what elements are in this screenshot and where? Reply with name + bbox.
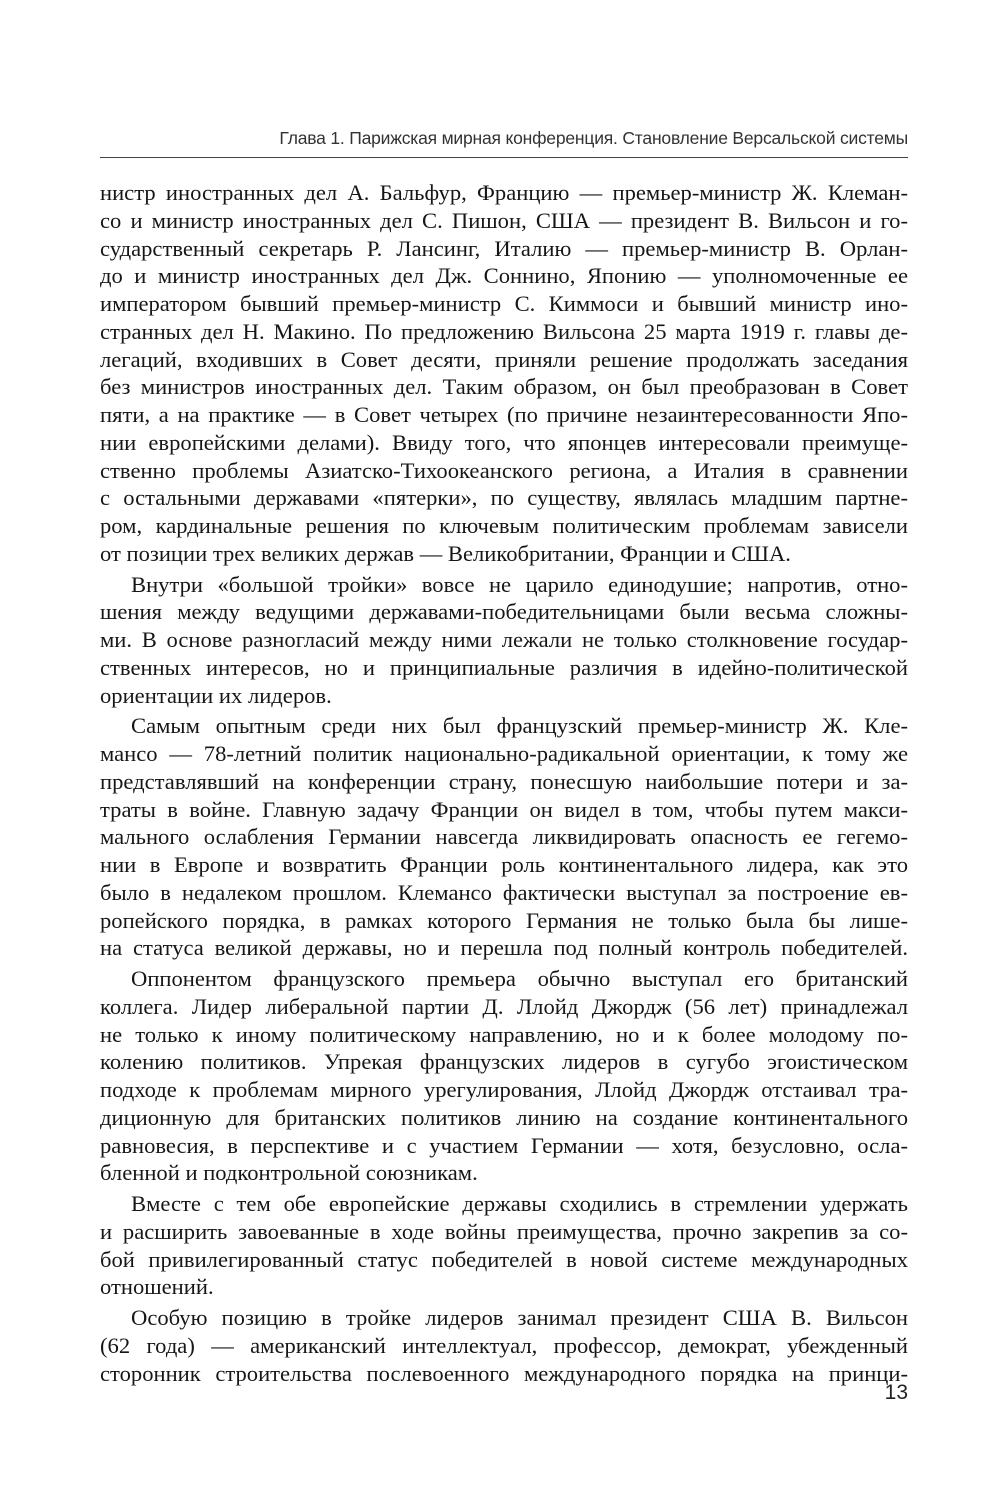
text-line: мансо — 78-летний политик национально-радикальной ориентации, к тому же [100,741,908,766]
text-line: сударственный секретарь Р. Лансинг, Италию — премьер-министр В. Орлан- [100,235,908,261]
text-line: бленной и подконтрольной союзникам. [100,1160,478,1186]
text-line: до и министр иностранных дел Дж. Соннино, Японию — уполномоченные ее [100,263,908,289]
text-line: без министров иностранных дел. Таким образом, он был преобразован в Совет [100,374,908,400]
text-line: легаций, входивших в Совет десяти, приняли решение продолжать заседания [100,346,908,372]
paragraph-3-body [100,740,908,934]
text-line: нии европейскими делами). Ввиду того, что японцев интересовали преимуще- [100,429,908,455]
paragraph-2-body [100,598,908,681]
text-line: сторонник строительства послевоенного международного порядка на принци- [100,1360,908,1386]
text-line: ми. В основе разногласий между ними лежали не только столкновение государ- [100,627,908,652]
text-line: равновесия, в перспективе и с участием Германии — хотя, безусловно, осла- [100,1132,908,1158]
text-line: нии в Европе и возвратить Франции роль континентального лидера, как это [100,852,908,877]
text-line: ственно проблемы Азиатско-Тихоокеанского региона, а Италия в сравнении [100,457,908,483]
text-line: Самым опытным среди них был французский премьер-министр Ж. Кле- [131,713,908,739]
text-line: мального ослабления Германии навсегда ликвидировать опасность ее гегемо- [100,824,908,850]
text-line: от позиции трех великих держав — Великобритании, Франции и США. [100,540,791,566]
text-line: ром, кардинальные решения по ключевым политическим проблемам зависели [100,513,908,538]
text-line: ственных интересов, но и принципиальные различия в идейно-политической [100,654,908,680]
paragraph-5 [100,1190,908,1218]
paragraph-2 [100,571,908,599]
text-line: и расширить завоеванные в ходе войны преимущества, прочно закрепив за со- [100,1218,908,1244]
text-line: с остальными державами «пятерки», по существу, являлась младшим партне- [100,485,908,511]
text-line: со и министр иностранных дел С. Пишон, США — президент В. Вильсон и го- [100,207,908,233]
text-line: было в недалеком прошлом. Клемансо фактически выступал за построение ев- [100,879,908,905]
text-line: диционную для британских политиков линию на создание континентального [100,1104,908,1130]
text-line: императором бывший премьер-министр С. Киммоси и бывший министр ино- [100,291,908,316]
text-line: колению политиков. Упрекая французских лидеров в сугубо эгоистическом [100,1049,908,1075]
text-line: подходе к проблемам мирного урегулирования, Ллойд Джордж отстаивал тра- [100,1077,908,1102]
text-line: Особую позицию в тройке лидеров занимал президент США В. Вильсон [131,1305,908,1330]
paragraph-5-body [100,1218,908,1274]
paragraph-6 [100,1304,908,1332]
text-line: не только к иному политическому направлению, но и к более молодому по- [100,1021,908,1047]
text-line: ропейского порядка, в рамках которого Германия не только была бы лише- [100,907,908,933]
paragraph-5-end [100,1273,908,1301]
text-line: Оппонентом французского премьера обычно выступал его британский [131,966,908,991]
paragraph-1 [100,179,908,540]
paragraph-1-end [100,540,908,568]
paragraph-3 [100,712,908,740]
text-line: странных дел Н. Макино. По предложению Вильсона 25 марта 1919 г. главы де- [100,318,908,344]
text-line: отношений. [100,1274,214,1300]
text-line: ориентации их лидеров. [100,682,332,708]
paragraph-4-body [100,993,908,1160]
paragraph-2-end [100,682,908,710]
page-number: 13 [884,1381,908,1404]
text-line: траты в войне. Главную задачу Франции он видел в том, чтобы путем макси- [100,796,908,822]
text-line: пяти, а на практике — в Совет четырех (по причине незаинтересованности Япо- [100,402,908,427]
text-line: нистр иностранных дел А. Бальфур, Францию — премьер-министр Ж. Клеман- [100,180,908,205]
paragraph-3-end [100,934,908,962]
body-text [100,179,908,1387]
text-line: коллега. Лидер либеральной партии Д. Ллойд Джордж (56 лет) принадлежал [100,993,908,1019]
paragraph-6-body [100,1332,908,1388]
running-header: Глава 1. Парижская мирная конференция. Становление Версальской системы [279,128,908,148]
text-line: (62 года) — американский интеллектуал, профессор, демократ, убежденный [100,1332,908,1358]
text-line: представлявший на конференции страну, понесшую наибольшие потери и за- [100,768,908,794]
text-line: шения между ведущими державами-победительницами были весьма сложны- [100,599,908,625]
paragraph-4 [100,965,908,993]
text-line: Внутри «большой тройки» вовсе не царило единодушие; напротив, отно- [131,571,908,597]
text-line: Вместе с тем обе европейские державы сходились в стремлении удержать [131,1191,908,1216]
text-line: бой привилегированный статус победителей в новой системе международных [100,1246,908,1272]
paragraph-4-end [100,1159,908,1187]
text-line: на статуса великой державы, но и перешла под полный контроль победителей. [100,935,908,961]
header-rule [100,157,908,158]
